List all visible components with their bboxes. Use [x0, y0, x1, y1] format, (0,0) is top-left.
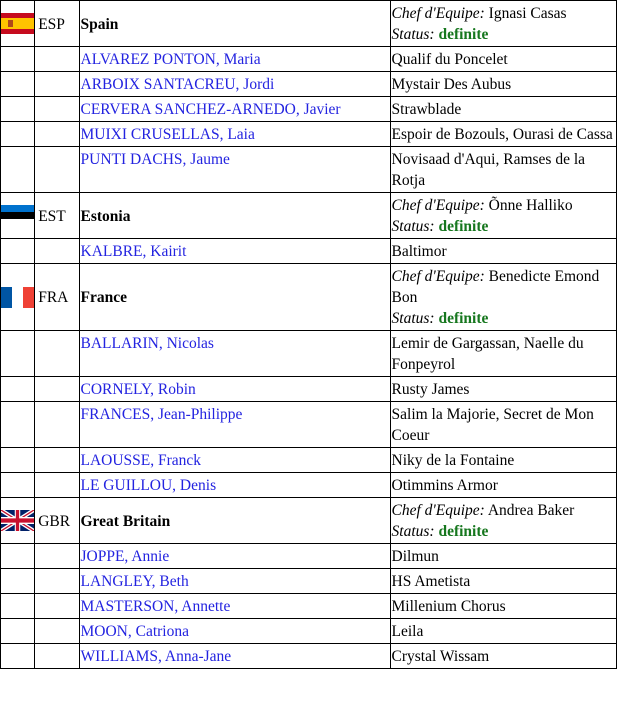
horse-names: Salim la Majorie, Secret de Mon Coeur: [390, 402, 616, 448]
empty-cell: [35, 644, 79, 669]
empty-cell: [1, 402, 35, 448]
country-row: [1, 1, 617, 47]
status-label: Status:: [391, 523, 435, 540]
empty-cell: [35, 473, 79, 498]
status-value: definite: [438, 218, 489, 235]
country-name: Spain: [79, 1, 390, 47]
horse-names: Niky de la Fontaine: [390, 448, 616, 473]
rider-name[interactable]: MASTERSON, Annette: [79, 594, 390, 619]
country-code: ESP: [35, 1, 79, 47]
rider-name[interactable]: JOPPE, Annie: [79, 544, 390, 569]
chef-line: [392, 266, 615, 308]
rider-name[interactable]: ALVAREZ PONTON, Maria: [79, 47, 390, 72]
team-info: [390, 498, 616, 544]
empty-cell: [35, 402, 79, 448]
rider-row: [1, 122, 617, 147]
great-britain-flag-icon: [1, 510, 34, 531]
empty-cell: [35, 147, 79, 193]
country-code: GBR: [35, 498, 79, 544]
status-label: Status:: [391, 310, 435, 327]
chef-label: Chef d'Equipe:: [391, 502, 485, 519]
empty-cell: [35, 47, 79, 72]
empty-cell: [1, 377, 35, 402]
rider-row: [1, 331, 617, 377]
team-info: [390, 1, 616, 47]
horse-names: HS Ametista: [390, 569, 616, 594]
country-name: France: [79, 264, 390, 331]
horse-names: Baltimor: [390, 239, 616, 264]
status-line: [392, 521, 615, 542]
horse-names: Qualif du Poncelet: [390, 47, 616, 72]
team-info: [390, 193, 616, 239]
empty-cell: [35, 619, 79, 644]
country-name: Great Britain: [79, 498, 390, 544]
horse-names: Rusty James: [390, 377, 616, 402]
chef-name: Andrea Baker: [487, 502, 575, 519]
chef-name: Õnne Halliko: [488, 197, 573, 214]
rider-name[interactable]: BALLARIN, Nicolas: [79, 331, 390, 377]
france-flag-icon: [1, 287, 34, 308]
rider-row: [1, 448, 617, 473]
empty-cell: [35, 97, 79, 122]
status-line: [392, 24, 615, 45]
chef-line: [392, 195, 615, 216]
status-line: [392, 308, 615, 329]
flag-cell: [1, 1, 35, 47]
empty-cell: [1, 47, 35, 72]
empty-cell: [1, 594, 35, 619]
rider-name[interactable]: WILLIAMS, Anna-Jane: [79, 644, 390, 669]
rider-row: [1, 544, 617, 569]
chef-name: Ignasi Casas: [488, 5, 567, 22]
rider-name[interactable]: CORNELY, Robin: [79, 377, 390, 402]
rider-row: [1, 239, 617, 264]
rider-name[interactable]: ARBOIX SANTACREU, Jordi: [79, 72, 390, 97]
country-code: EST: [35, 193, 79, 239]
rider-row: [1, 147, 617, 193]
rider-row: [1, 569, 617, 594]
horse-names: Leila: [390, 619, 616, 644]
country-row: [1, 193, 617, 239]
status-label: Status:: [391, 218, 435, 235]
empty-cell: [35, 72, 79, 97]
empty-cell: [1, 239, 35, 264]
chef-label: Chef d'Equipe:: [391, 197, 485, 214]
rider-name[interactable]: MOON, Catriona: [79, 619, 390, 644]
status-value: definite: [438, 26, 489, 43]
horse-names: Crystal Wissam: [390, 644, 616, 669]
empty-cell: [1, 544, 35, 569]
rider-name[interactable]: PUNTI DACHS, Jaume: [79, 147, 390, 193]
spain-flag-icon: [1, 13, 34, 34]
empty-cell: [1, 448, 35, 473]
rider-row: [1, 72, 617, 97]
horse-names: Dilmun: [390, 544, 616, 569]
empty-cell: [1, 619, 35, 644]
country-row: [1, 264, 617, 331]
rider-row: [1, 619, 617, 644]
chef-name: Benedicte Emond Bon: [391, 268, 600, 306]
rider-name[interactable]: LE GUILLOU, Denis: [79, 473, 390, 498]
rider-row: [1, 644, 617, 669]
horse-names: Novisaad d'Aqui, Ramses de la Rotja: [390, 147, 616, 193]
horse-names: Strawblade: [390, 97, 616, 122]
empty-cell: [35, 544, 79, 569]
chef-label: Chef d'Equipe:: [391, 268, 485, 285]
rider-name[interactable]: CERVERA SANCHEZ-ARNEDO, Javier: [79, 97, 390, 122]
empty-cell: [35, 239, 79, 264]
horse-names: Otimmins Armor: [390, 473, 616, 498]
empty-cell: [35, 448, 79, 473]
empty-cell: [35, 569, 79, 594]
flag-cell: [1, 498, 35, 544]
rider-row: [1, 594, 617, 619]
rider-row: [1, 402, 617, 448]
rider-name[interactable]: FRANCES, Jean-Philippe: [79, 402, 390, 448]
status-value: definite: [438, 310, 489, 327]
empty-cell: [1, 473, 35, 498]
rider-row: [1, 97, 617, 122]
empty-cell: [35, 122, 79, 147]
empty-cell: [1, 122, 35, 147]
chef-line: [392, 3, 615, 24]
country-row: [1, 498, 617, 544]
rider-row: [1, 473, 617, 498]
empty-cell: [35, 377, 79, 402]
empty-cell: [35, 331, 79, 377]
country-name: Estonia: [79, 193, 390, 239]
empty-cell: [1, 569, 35, 594]
horse-names: Espoir de Bozouls, Ourasi de Cassa: [390, 122, 616, 147]
horse-names: Millenium Chorus: [390, 594, 616, 619]
horse-names: Lemir de Gargassan, Naelle du Fonpeyrol: [390, 331, 616, 377]
flag-cell: [1, 264, 35, 331]
chef-label: Chef d'Equipe:: [391, 5, 485, 22]
rider-row: [1, 377, 617, 402]
empty-cell: [1, 644, 35, 669]
empty-cell: [1, 331, 35, 377]
empty-cell: [1, 97, 35, 122]
estonia-flag-icon: [1, 205, 34, 226]
status-label: Status:: [391, 26, 435, 43]
status-line: [392, 216, 615, 237]
empty-cell: [1, 72, 35, 97]
empty-cell: [1, 147, 35, 193]
rider-name[interactable]: LAOUSSE, Franck: [79, 448, 390, 473]
rider-row: [1, 47, 617, 72]
chef-line: [392, 500, 615, 521]
country-code: FRA: [35, 264, 79, 331]
rider-name[interactable]: KALBRE, Kairit: [79, 239, 390, 264]
empty-cell: [35, 594, 79, 619]
flag-cell: [1, 193, 35, 239]
status-value: definite: [438, 523, 489, 540]
rider-name[interactable]: MUIXI CRUSELLAS, Laia: [79, 122, 390, 147]
horse-names: Mystair Des Aubus: [390, 72, 616, 97]
team-info: [390, 264, 616, 331]
rider-name[interactable]: LANGLEY, Beth: [79, 569, 390, 594]
